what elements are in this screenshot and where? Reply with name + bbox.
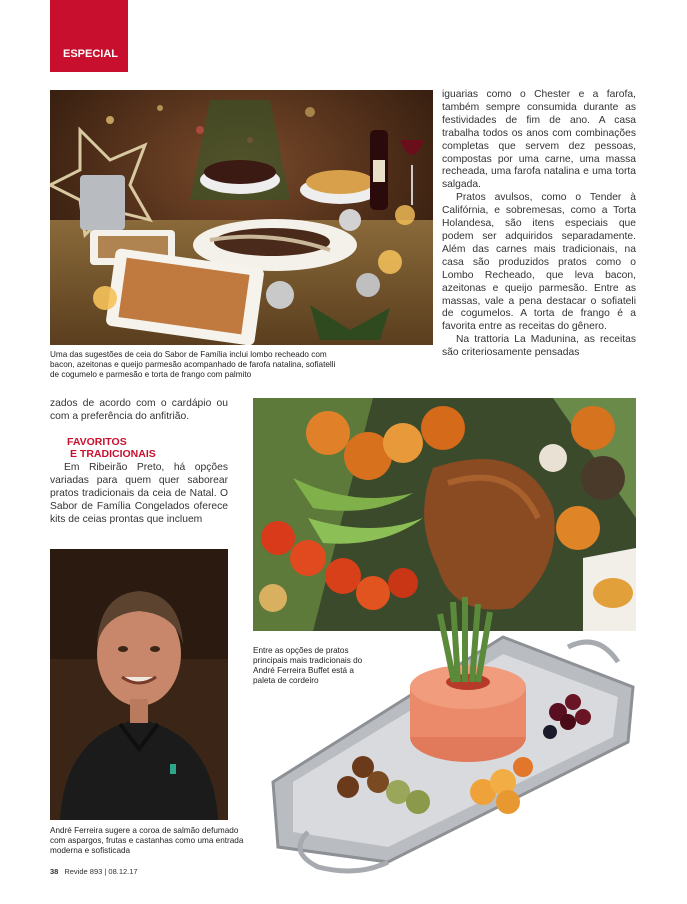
subhead-line: FAVORITOS <box>67 436 127 448</box>
article-left-column <box>50 398 228 424</box>
ceia-illustration <box>50 90 433 345</box>
article-paragraph: Na trattoria La Madunina, as receitas são criteriosamente pensadas <box>442 334 636 359</box>
article-right-column <box>442 89 636 360</box>
article-left-column-2 <box>50 462 228 527</box>
page-footer <box>50 867 138 876</box>
ceia-photo <box>50 90 433 345</box>
andre-photo <box>50 549 228 820</box>
cordeiro-caption: Entre as opções de pratos principais mais tradicionais do André Ferreira Buffet está a paleta de cordeiro <box>253 646 363 685</box>
article-paragraph: Em Ribeirão Preto, há opções variadas para quem quer saborear pratos tradicionais da ceia de Natal. O Sabor de Família Congelados oferece kits de ceias prontas que incluem <box>50 462 228 525</box>
andre-portrait <box>50 549 228 820</box>
ceia-caption: Uma das sugestões de ceia do Sabor de Família inclui lombo recheado com bacon, azeitonas e queijo parmesão acompanhado de farofa natalina, sofiatelli de cogumelo e parmesão e torta de frango com palmito <box>50 350 336 379</box>
page-number: 38 <box>50 867 59 876</box>
salmao-illustration <box>268 592 638 882</box>
salmao-photo <box>268 592 638 882</box>
article-paragraph: iguarias como o Chester e a farofa, também sempre consumida durante as festividades de fim de ano. A casa trabalha todos os anos com combinações completas que servem dez pessoas, compostas por uma carne, uma massa recheada, uma farofa natalina e uma torta salgada. <box>442 89 636 191</box>
article-paragraph: zados de acordo com o cardápio ou com a preferência do anfitrião. <box>50 398 228 422</box>
magazine-issue: Revide 893 | 08.12.17 <box>64 867 138 876</box>
section-tag: ESPECIAL <box>50 0 128 72</box>
article-paragraph: Pratos avulsos, como o Tender à Califórnia, e sobremesas, como a Torta Holandesa, são itens especiais que podem ser adquiridos separadamente. Além das carnes mais tradicionais, na casa são produzidos pratos como o Lombo Recheado, que leva bacon, azeitonas e queijo parmesão. Entre as massas, vale a pena destacar o sofiateli de cogumelos. A torta de frango é a favorita entre as receitas do gênero. <box>442 192 636 333</box>
andre-caption: André Ferreira sugere a coroa de salmão defumado com aspargos, frutas e castanhas como uma entrada moderna e sofisticada <box>50 826 244 855</box>
subhead-line: E TRADICIONAIS <box>70 448 156 460</box>
section-subhead <box>67 436 156 460</box>
